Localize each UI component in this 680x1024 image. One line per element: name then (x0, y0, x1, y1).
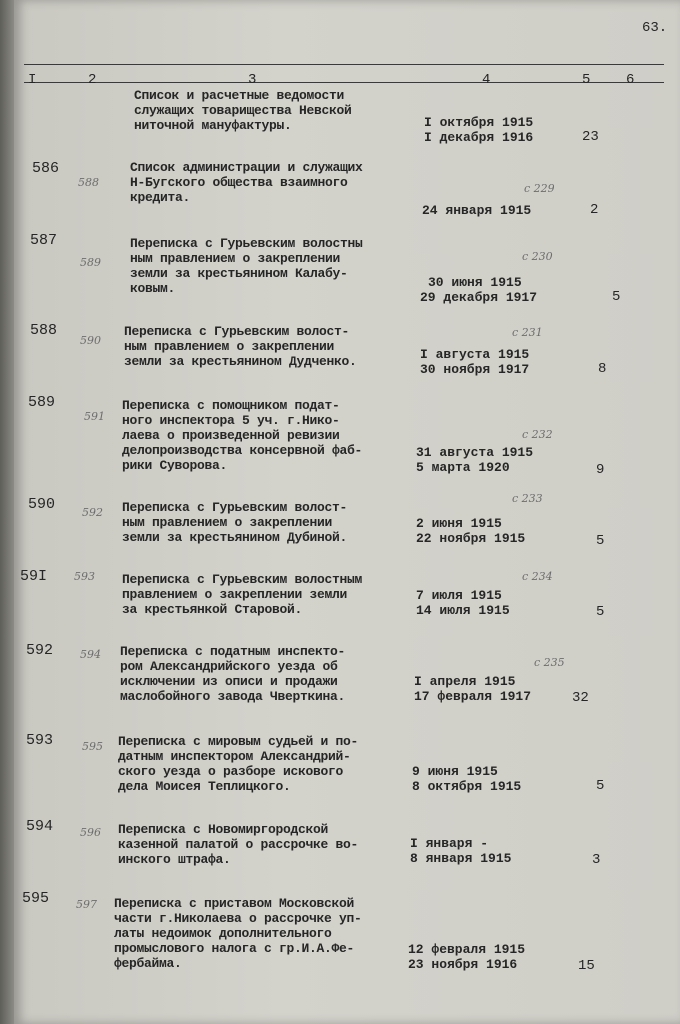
entry-date-start: 7 июля 1915 (416, 588, 502, 603)
column-number-1: I (28, 72, 37, 88)
entry-number: 586 (32, 160, 60, 177)
entry-sheet-ref: с 231 (512, 326, 543, 339)
entry-title: Переписка с Гурьевским волост- ным правлением о закреплении земли за крестьянином Дудченко. (124, 324, 357, 369)
entry-sheet-count: 2 (590, 202, 599, 218)
column-number-3: 3 (248, 72, 257, 88)
column-number-5: 5 (582, 72, 591, 88)
entry-title: Переписка с Гурьевским волостны ным правлением о закреплении земли за крестьянином Калабу- ковым. (130, 236, 363, 296)
entry-old-number: 588 (78, 176, 99, 189)
entry-title: Переписка с помощником подат- ного инспектора 5 уч. г.Нико- лаева о произведенной ревизии делопроизводства консервной фаб- рики Суворова. (122, 398, 363, 473)
entry-date-end: 5 марта 1920 (416, 460, 510, 475)
entry-old-number: 589 (80, 256, 101, 269)
entry-old-number: 593 (74, 570, 95, 583)
entry-date-start: I апреля 1915 (414, 674, 516, 689)
entry-date-end: 14 июля 1915 (416, 603, 510, 618)
entry-sheet-count: 15 (578, 958, 595, 974)
entry-date-end: 29 декабря 1917 (420, 290, 538, 305)
entry-date-end: 8 января 1915 (410, 851, 512, 866)
header-rule-top (24, 64, 664, 65)
entry-number: 589 (28, 394, 56, 411)
entry-date-end: 8 октября 1915 (412, 779, 522, 794)
entry-date-start: I августа 1915 (420, 347, 530, 362)
entry-sheet-ref: с 232 (522, 428, 553, 441)
entry-title: Переписка с Новомиргородской казенной палатой о рассрочке во- инского штрафа. (118, 822, 359, 867)
entry-title: Переписка с податным инспекто- ром Александрийского уезда об исключении из описи и продажи маслобойного завода Чверткина. (120, 644, 346, 704)
entry-date-end: 22 ноября 1915 (416, 531, 526, 546)
entry-date-start: 9 июня 1915 (412, 764, 498, 779)
entry-sheet-count: 3 (592, 852, 601, 868)
entry-sheet-ref: с 235 (534, 656, 565, 669)
entry-sheet-ref: с 229 (524, 182, 555, 195)
entry-number: 592 (26, 642, 54, 659)
book-spine (0, 0, 14, 1024)
entry-old-number: 592 (82, 506, 103, 519)
entry-date-start: I января - (410, 836, 489, 851)
entry-date-start: I октября 1915 (424, 115, 534, 130)
entry-old-number: 597 (76, 898, 97, 911)
entry-date-start: 24 января 1915 (422, 203, 532, 218)
entry-date-end: 30 ноября 1917 (420, 362, 530, 377)
entry-number: 593 (26, 732, 54, 749)
entry-date-start: 31 августа 1915 (416, 445, 534, 460)
entry-sheet-count: 32 (572, 690, 589, 706)
entry-old-number: 596 (80, 826, 101, 839)
entry-old-number: 591 (84, 410, 105, 423)
entry-number: 587 (30, 232, 58, 249)
entry-title: Список администрации и служащих Н-Бугского общества взаимного кредита. (130, 160, 363, 205)
entry-number: 588 (30, 322, 58, 339)
entry-number: 590 (28, 496, 56, 513)
entry-date-start: 12 февраля 1915 (408, 942, 526, 957)
column-number-4: 4 (482, 72, 491, 88)
entry-old-number: 594 (80, 648, 101, 661)
entry-title: Переписка с Гурьевским волост- ным правлением о закреплении земли за крестьянином Дубиной. (122, 500, 348, 545)
entry-sheet-count: 5 (612, 289, 621, 305)
page-number: 63. (642, 20, 668, 36)
header-rule-bottom (24, 82, 664, 83)
archive-page (14, 0, 680, 1024)
column-number-2: 2 (88, 72, 97, 88)
entry-title: Переписка с мировым судьей и по- датным инспектором Александрий- ского уезда о разборе искового дела Моисея Теплицкого. (118, 734, 359, 794)
entry-sheet-count: 5 (596, 778, 605, 794)
entry-number: 59I (20, 568, 48, 585)
entry-sheet-ref: с 230 (522, 250, 553, 263)
entry-date-start: 2 июня 1915 (416, 516, 502, 531)
entry-sheet-count: 9 (596, 462, 605, 478)
entry-sheet-count: 8 (598, 361, 607, 377)
entry-sheet-ref: с 233 (512, 492, 543, 505)
entry-title: Переписка с Гурьевским волостным правлением о закреплении земли за крестьянкой Старовой. (122, 572, 363, 617)
entry-sheet-ref: с 234 (522, 570, 553, 583)
entry-sheet-count: 5 (596, 604, 605, 620)
entry-number: 594 (26, 818, 54, 835)
entry-sheet-count: 23 (582, 129, 599, 145)
entry-old-number: 590 (80, 334, 101, 347)
entry-number: 595 (22, 890, 50, 907)
entry-date-end: I декабря 1916 (424, 130, 534, 145)
entry-title: Переписка с приставом Московской части г.Николаева о рассрочке уп- латы недоимок дополнительного промыслового налога с гр.И.А.Фе- фербайма. (114, 896, 362, 971)
entry-date-end: 17 февраля 1917 (414, 689, 532, 704)
entry-date-start: 30 июня 1915 (428, 275, 522, 290)
column-number-6: 6 (626, 72, 635, 88)
entry-title: Список и расчетные ведомости служащих товарищества Невской ниточной мануфактуры. (134, 88, 352, 133)
entry-date-end: 23 ноября 1916 (408, 957, 518, 972)
entry-sheet-count: 5 (596, 533, 605, 549)
entry-old-number: 595 (82, 740, 103, 753)
